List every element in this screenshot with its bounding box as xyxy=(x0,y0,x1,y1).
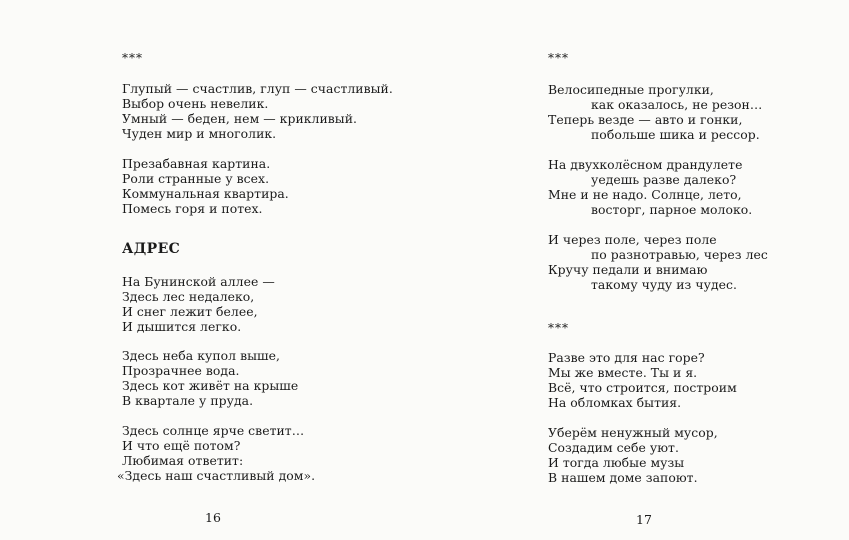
page-number: 17 xyxy=(636,512,652,527)
verse-line: Здесь лес недалеко, xyxy=(122,289,255,304)
verse-line: как оказалось, не резон… xyxy=(591,97,763,112)
verse-line: Выбор очень невелик. xyxy=(122,96,269,111)
section-marker: *** xyxy=(548,51,569,65)
verse-line: Теперь везде — авто и гонки, xyxy=(548,112,743,127)
verse-line: Презабавная картина. xyxy=(122,156,271,171)
verse-line: И тогда любые музы xyxy=(548,455,685,470)
verse-line: В нашем доме запоют. xyxy=(548,470,698,485)
verse-line: Чуден мир и многолик. xyxy=(122,126,277,141)
verse-line: В квартале у пруда. xyxy=(122,393,254,408)
verse-line: Мы же вместе. Ты и я. xyxy=(548,365,698,380)
verse-line: На двухколёсном драндулете xyxy=(548,157,743,172)
verse-line: Глупый — счастлив, глуп — счастливый. xyxy=(122,81,393,96)
verse-line: Коммунальная квартира. xyxy=(122,186,289,201)
verse-line: Всё, что строится, построим xyxy=(548,380,737,395)
verse-line: И дышится легко. xyxy=(122,319,242,334)
verse-line: Кручу педали и внимаю xyxy=(548,262,708,277)
verse-line: Помесь горя и потех. xyxy=(122,201,263,216)
section-marker: *** xyxy=(122,51,143,65)
verse-line: И снег лежит белее, xyxy=(122,304,258,319)
verse-line: Разве это для нас горе? xyxy=(548,350,705,365)
verse-line: уедешь разве далеко? xyxy=(591,172,737,187)
verse-line: по разнотравью, через лес xyxy=(591,247,768,262)
left-page xyxy=(0,0,424,540)
right-page xyxy=(424,0,849,540)
section-marker: *** xyxy=(548,321,569,335)
verse-line: «Здесь наш счастливый дом». xyxy=(117,468,316,483)
page-number: 16 xyxy=(205,510,221,525)
verse-line: И что ещё потом? xyxy=(122,438,241,453)
poem-title: АДРЕС xyxy=(122,241,181,257)
verse-line: Умный — беден, нем — крикливый. xyxy=(122,111,358,126)
verse-line: Создадим себе уют. xyxy=(548,440,679,455)
verse-line: И через поле, через поле xyxy=(548,232,717,247)
verse-line: побольше шика и рессор. xyxy=(591,127,760,142)
verse-line: Мне и не надо. Солнце, лето, xyxy=(548,187,742,202)
verse-line: Велосипедные прогулки, xyxy=(548,82,714,97)
verse-line: На обломках бытия. xyxy=(548,395,682,410)
verse-line: Здесь солнце ярче светит… xyxy=(122,423,305,438)
verse-line: восторг, парное молоко. xyxy=(591,202,753,217)
verse-line: Здесь неба купол выше, xyxy=(122,348,280,363)
verse-line: Здесь кот живёт на крыше xyxy=(122,378,299,393)
verse-line: такому чуду из чудес. xyxy=(591,277,737,292)
verse-line: Роли странные у всех. xyxy=(122,171,270,186)
verse-line: Прозрачнее вода. xyxy=(122,363,240,378)
verse-line: На Бунинской аллее — xyxy=(122,274,275,289)
verse-line: Уберём ненужный мусор, xyxy=(548,425,718,440)
verse-line: Любимая ответит: xyxy=(122,453,244,468)
